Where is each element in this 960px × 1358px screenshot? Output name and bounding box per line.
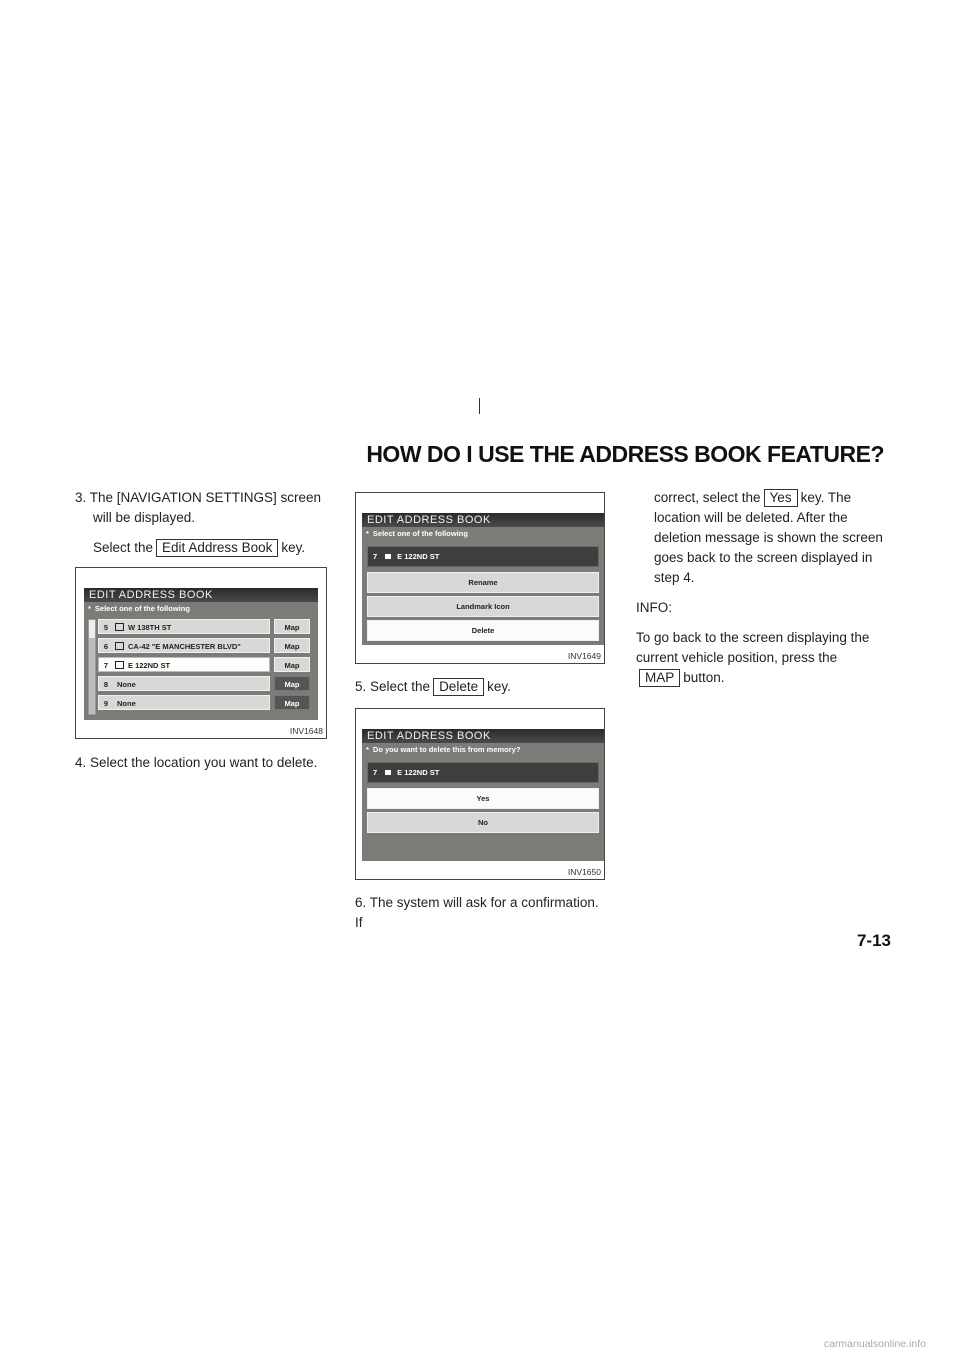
section-title: HOW DO I USE THE ADDRESS BOOK FEATURE? (366, 441, 884, 467)
selected-location: 7 E 122ND ST (367, 762, 599, 783)
map-button[interactable]: Map (274, 619, 310, 634)
landmark-icon-button[interactable]: Landmark Icon (367, 596, 599, 617)
list-item[interactable]: 8 None (98, 676, 270, 691)
screen-title: EDIT ADDRESS BOOK (362, 729, 604, 743)
list-item[interactable]: 9 None (98, 695, 270, 710)
rename-button[interactable]: Rename (367, 572, 599, 593)
flag-icon (115, 623, 124, 631)
figure-inv1649 (355, 492, 605, 664)
map-button[interactable]: Map (274, 695, 310, 710)
yes-key[interactable]: Yes (764, 489, 798, 507)
list-item[interactable]: 5 W 138TH ST (98, 619, 270, 634)
list-item[interactable]: 6 CA-42 "E MANCHESTER BLVD" (98, 638, 270, 653)
info-label: INFO: (636, 600, 672, 615)
map-button[interactable]: Map (274, 676, 310, 691)
list-item[interactable]: 7 E 122ND ST (98, 657, 270, 672)
step-4 (75, 753, 327, 773)
no-button[interactable]: No (367, 812, 599, 833)
screen-prompt: * Do you want to delete this from memory? (366, 745, 521, 754)
selected-location: 7 E 122ND ST (367, 546, 599, 567)
figure-caption: INV1649 (567, 651, 601, 661)
page-marker (479, 398, 480, 414)
map-button[interactable]: Map (274, 638, 310, 653)
page-number: 7-13 (856, 931, 891, 950)
step-5 (355, 677, 605, 697)
map-key[interactable]: MAP (639, 669, 680, 687)
edit-address-book-key[interactable]: Edit Address Book (156, 539, 278, 557)
step-3-post: key. (281, 540, 306, 555)
scrollbar[interactable] (88, 619, 96, 715)
map-button[interactable]: Map (274, 657, 310, 672)
figure-inv1648 (75, 567, 327, 739)
step-6-text: 6. The system will ask for a confirmation. If (355, 895, 599, 930)
nav-screen (362, 513, 604, 645)
screen-title: EDIT ADDRESS BOOK (362, 513, 604, 527)
flag-icon (115, 661, 124, 669)
step-6-continued: correct, select the Yes key. The location will be deleted. After the deletion message is shown the screen goes back to the screen displayed in step 4. (654, 490, 883, 585)
step-4-text: 4. Select the location you want to delete. (75, 755, 318, 770)
step-6 (355, 893, 605, 933)
yes-button[interactable]: Yes (367, 788, 599, 809)
figure-inv1650 (355, 708, 605, 880)
screen-prompt: * Select one of the following (366, 529, 468, 538)
step-3-instruction (75, 538, 327, 558)
figure-caption: INV1650 (567, 867, 601, 877)
info-text: To go back to the screen displaying the current vehicle position, press theMAP button. (636, 630, 870, 685)
step-3-text: 3. The [NAVIGATION SETTINGS] screen will be displayed. (75, 490, 322, 525)
flag-icon (115, 642, 124, 650)
screen-title: EDIT ADDRESS BOOK (84, 588, 318, 602)
screen-prompt: * Select one of the following (88, 604, 190, 613)
column-3 (636, 488, 884, 688)
nav-screen (362, 729, 604, 861)
footer-watermark: carmanualsonline.info (823, 1338, 926, 1350)
nav-screen (84, 588, 318, 720)
step-5-text: 5. Select the Delete key. (355, 679, 511, 694)
figure-caption: INV1648 (289, 726, 323, 736)
delete-button[interactable]: Delete (367, 620, 599, 641)
column-1 (75, 488, 327, 558)
delete-key[interactable]: Delete (433, 678, 484, 696)
step-3-pre: Select the (93, 540, 154, 555)
